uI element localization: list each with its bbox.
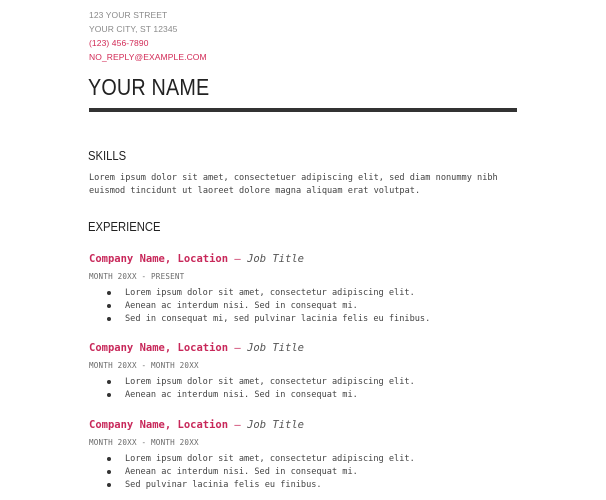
job-entry bbox=[89, 341, 549, 402]
bullet-item bbox=[125, 389, 549, 402]
skills-heading: SKILLS bbox=[88, 149, 127, 163]
contact-city: YOUR CITY, ST 12345 bbox=[89, 24, 178, 34]
bullet-icon bbox=[107, 317, 111, 321]
bullet-icon bbox=[107, 483, 111, 487]
job-bullets bbox=[89, 453, 549, 491]
job-entry bbox=[89, 252, 549, 325]
bullet-item bbox=[125, 453, 549, 466]
bullet-item bbox=[125, 313, 549, 326]
bullet-icon bbox=[107, 393, 111, 397]
job-entry bbox=[89, 418, 549, 491]
bullet-icon bbox=[107, 304, 111, 308]
skills-text-line: Lorem ipsum dolor sit amet, consectetuer adipiscing elit, sed diam nonummy nibh bbox=[89, 173, 498, 183]
job-company: Company Name, Location bbox=[89, 342, 229, 354]
bullet-text: Lorem ipsum dolor sit amet, consectetur adipiscing elit. bbox=[125, 454, 415, 464]
job-dates: MONTH 20XX - PRESENT bbox=[89, 272, 185, 281]
job-heading bbox=[89, 418, 549, 432]
bullet-item bbox=[125, 479, 549, 492]
bullet-icon bbox=[107, 457, 111, 461]
job-separator: — bbox=[234, 419, 241, 431]
bullet-text: Lorem ipsum dolor sit amet, consectetur adipiscing elit. bbox=[125, 377, 415, 387]
contact-street: 123 YOUR STREET bbox=[89, 10, 168, 20]
contact-block bbox=[89, 8, 207, 64]
name-divider bbox=[89, 108, 517, 112]
contact-phone: (123) 456-7890 bbox=[89, 38, 149, 48]
job-dates: MONTH 20XX - MONTH 20XX bbox=[89, 438, 199, 447]
experience-heading: EXPERIENCE bbox=[88, 220, 161, 234]
job-dates: MONTH 20XX - MONTH 20XX bbox=[89, 361, 199, 370]
bullet-text: Sed in consequat mi, sed pulvinar lacinia felis eu finibus. bbox=[125, 313, 431, 324]
bullet-text: Aenean ac interdum nisi. Sed in consequat mi. bbox=[125, 300, 358, 311]
job-heading bbox=[89, 252, 549, 266]
job-title: Job Title bbox=[247, 419, 304, 431]
skills-text bbox=[89, 172, 529, 198]
bullet-icon bbox=[107, 470, 111, 474]
job-bullets bbox=[89, 376, 549, 402]
resume-name: YOUR NAME bbox=[88, 74, 210, 100]
bullet-text: Sed pulvinar lacinia felis eu finibus. bbox=[125, 479, 322, 490]
bullet-text: Lorem ipsum dolor sit amet, consectetur adipiscing elit. bbox=[125, 288, 415, 298]
bullet-icon bbox=[107, 291, 111, 295]
bullet-text: Aenean ac interdum nisi. Sed in consequat mi. bbox=[125, 389, 358, 400]
bullet-item bbox=[125, 376, 549, 389]
bullet-item bbox=[125, 300, 549, 313]
skills-text-line: euismod tincidunt ut laoreet dolore magna aliquam erat volutpat. bbox=[89, 186, 421, 196]
job-title: Job Title bbox=[247, 342, 304, 354]
contact-email[interactable]: NO_REPLY@EXAMPLE.COM bbox=[89, 52, 207, 62]
job-bullets bbox=[89, 287, 549, 325]
bullet-icon bbox=[107, 380, 111, 384]
job-heading bbox=[89, 341, 549, 355]
bullet-item bbox=[125, 466, 549, 479]
job-company: Company Name, Location bbox=[89, 419, 229, 431]
job-title: Job Title bbox=[247, 253, 304, 265]
bullet-text: Aenean ac interdum nisi. Sed in consequat mi. bbox=[125, 466, 358, 477]
job-separator: — bbox=[234, 342, 241, 354]
bullet-item bbox=[125, 287, 549, 300]
job-company: Company Name, Location bbox=[89, 253, 229, 265]
job-separator: — bbox=[234, 253, 241, 265]
